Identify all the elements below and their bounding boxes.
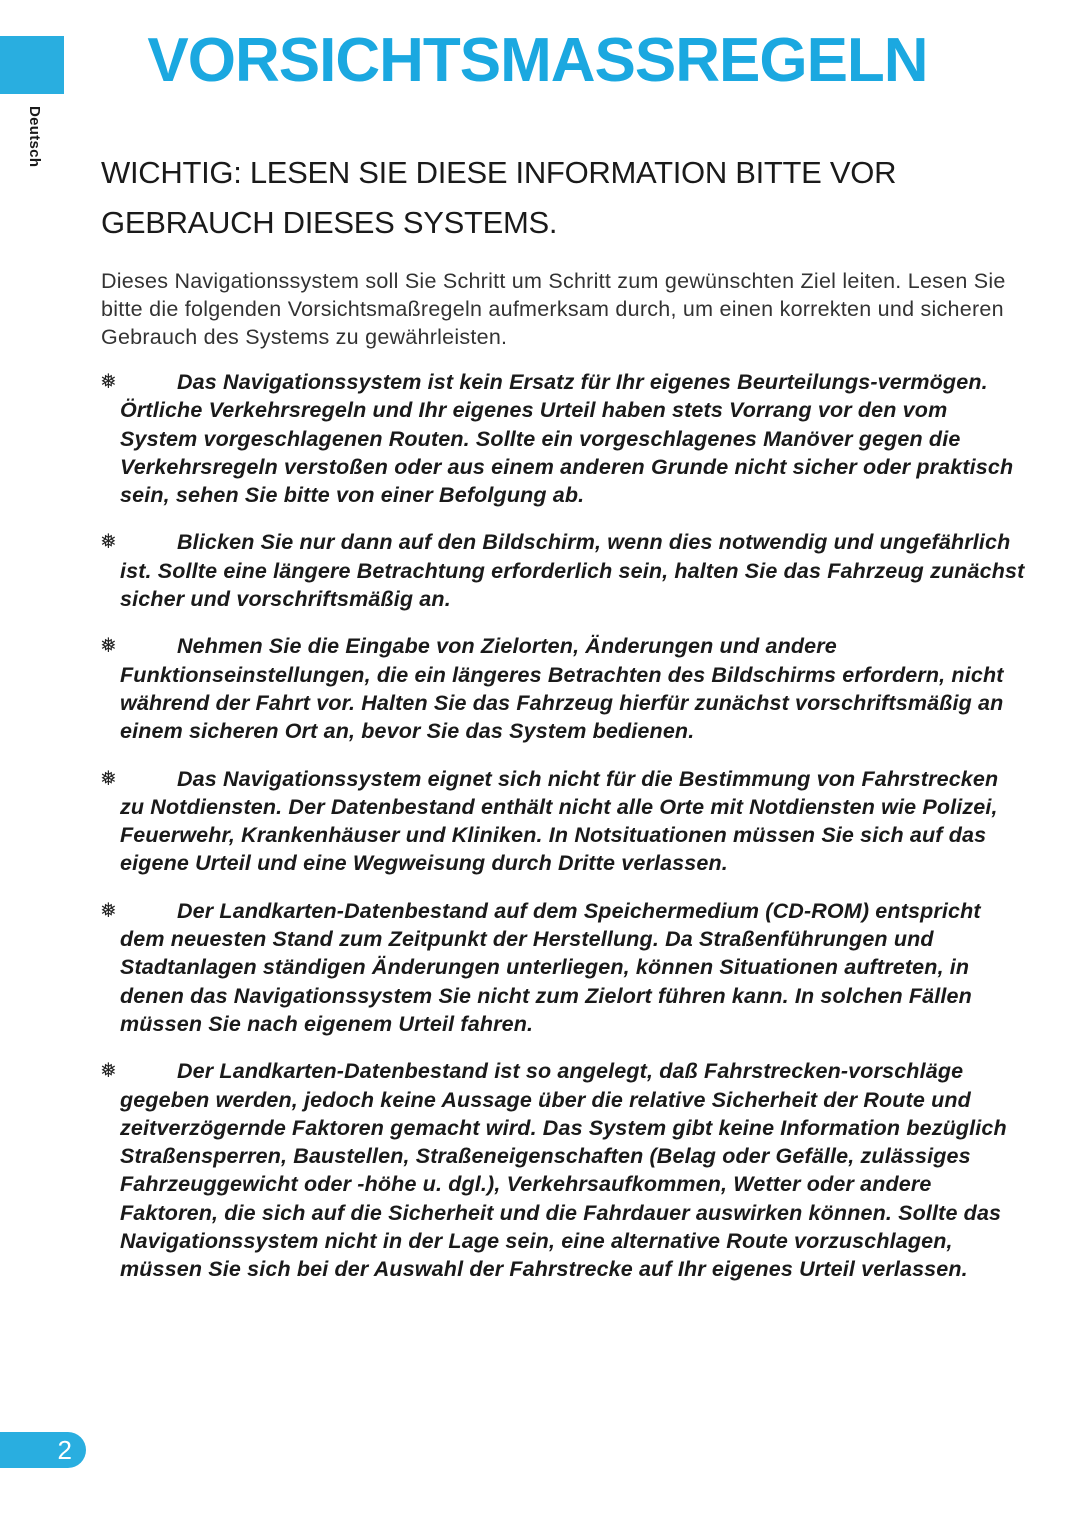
snowflake-icon: ❅: [100, 371, 117, 393]
snowflake-icon: ❅: [100, 899, 117, 922]
page-subtitle: WICHTIG: LESEN SIE DIESE INFORMATION BITTE VOR GEBRAUCH DIESES SYSTEMS.: [101, 155, 897, 240]
snowflake-icon: ❅: [100, 1060, 117, 1083]
precaution-text: Das Navigationssystem ist kein Ersatz für Ihr eigenes Beurteilungs-vermögen. Örtliche Verkehrsregeln und Ihr eigenes Urteil haben stets Vorrang vor den vom System vorgeschlagenen Routen. Sollte ein vorgeschlagenes Manöver gegen die Verkehrsregeln verstoßen oder aus einem anderen Grunde nicht sicher oder praktisch sein, sehen Sie bitte von einer Befolgung ab.: [120, 370, 1014, 508]
precaution-item: [100, 632, 1025, 745]
precaution-item: [100, 368, 1025, 509]
snowflake-icon: ❅: [100, 635, 117, 658]
snowflake-icon: ❅: [100, 767, 117, 790]
precaution-text: Der Landkarten-Datenbestand auf dem Speichermedium (CD-ROM) entspricht dem neuesten Stand zum Zeitpunkt der Herstellung. Da Straßenführungen und Stadtanlagen ständigen Änderungen unterliegen, können Situationen auftreten, in denen das Navigationssystem Sie nicht zum Zielort führen kann. In solchen Fällen müssen Sie nach eigenem Urteil fahren.: [120, 898, 981, 1036]
precaution-text: Der Landkarten-Datenbestand ist so angelegt, daß Fahrstrecken-vorschläge gegeben werden, jedoch keine Aussage über die relative Sicherheit der Route und zeitverzögernde Faktoren gemacht wird. Das System gibt keine Information bezüglich Straßensperren, Baustellen, Straßeneigenschaften (Belag oder Gefälle, zulässiges Fahrzeuggewicht oder -höhe u. dgl.), Verkehrsaufkommen, Wetter oder andere Faktoren, die sich auf die Sicherheit und die Fahrdauer auswirken können. Sollte das Navigationssystem nicht in der Lage sein, eine alternative Route vorzuschlagen, müssen Sie sich bei der Auswahl der Fahrstrecke auf Ihr eigenes Urteil verlassen.: [120, 1059, 1007, 1282]
page-title: VORSICHTSMASSREGELN: [147, 26, 928, 95]
precaution-text: Nehmen Sie die Eingabe von Zielorten, Änderungen und andere Funktionseinstellungen, die ein längeres Betrachten des Bildschirms erfordern, nicht während der Fahrt vor. Halten Sie das Fahrzeug hierfür zunächst vorschriftsmäßig an einem sicheren Ort an, bevor Sie das System bedienen.: [120, 634, 1004, 744]
precaution-item: [100, 1057, 1025, 1283]
precaution-item: [100, 528, 1025, 613]
precaution-text: Blicken Sie nur dann auf den Bildschirm, wenn dies notwendig und ungefährlich ist. Sollte eine längere Betrachtung erforderlich sein, halten Sie das Fahrzeug zunächst sicher und vorschriftsmäßig an.: [120, 530, 1025, 612]
precaution-list: [100, 368, 1025, 1303]
precaution-item: [100, 897, 1025, 1038]
precaution-text: Das Navigationssystem eignet sich nicht für die Bestimmung von Fahrstrecken zu Notdiensten. Der Datenbestand enthält nicht alle Orte mit Notdiensten wie Polizei, Feuerwehr, Krankenhäuser und Kliniken. In Notsituationen müssen Sie sich auf das eigene Urteil und eine Wegweisung durch Dritte verlassen.: [120, 766, 999, 876]
language-tab: Deutsch: [26, 106, 43, 168]
precaution-item: [100, 765, 1025, 878]
page-number: 2: [0, 1432, 86, 1468]
intro-paragraph: Dieses Navigationssystem soll Sie Schritt um Schritt zum gewünschten Ziel leiten. Lesen Sie bitte die folgenden Vorsichtsmaßregeln aufmerksam durch, um einen korrekten und sicheren Gebrauch des Systems zu gewährleisten.: [101, 269, 1006, 349]
snowflake-icon: ❅: [100, 531, 117, 554]
